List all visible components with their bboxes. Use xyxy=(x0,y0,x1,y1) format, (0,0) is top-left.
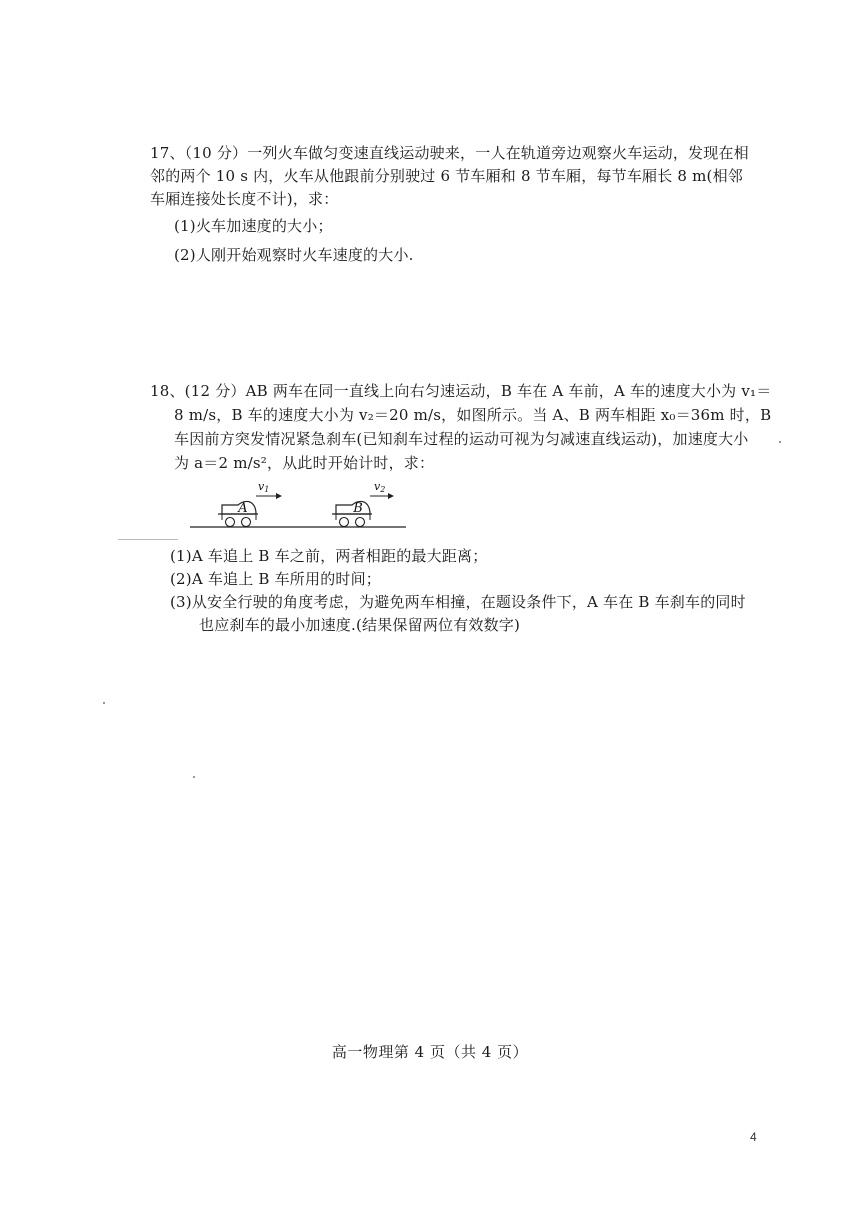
car-b xyxy=(332,501,372,527)
v1-symbol: v xyxy=(258,480,265,493)
scan-speck xyxy=(779,441,781,443)
car-a-wheel-2 xyxy=(242,518,251,527)
q18-line-1: 18、(12 分）AB 两车在同一直线上向右匀速运动，B 车在 A 车前，A 车的速度大小为 v₁＝ xyxy=(150,382,772,400)
car-a-label: A xyxy=(238,501,248,516)
v1-arrow xyxy=(256,480,282,499)
scan-artifact-line xyxy=(118,539,178,540)
q18-sub-question-3-line-1: (3)从安全行驶的角度考虑，为避免两车相撞，在题设条件下，A 车在 B 车刹车的同时 xyxy=(170,593,746,611)
scan-speck xyxy=(103,702,105,704)
v2-symbol: v xyxy=(374,480,381,493)
v2-arrow xyxy=(370,480,394,499)
page-number: 4 xyxy=(750,1130,757,1144)
page-footer: 高一物理第 4 页（共 4 页） xyxy=(331,1043,529,1061)
svg-text:v2 xyxy=(374,480,385,494)
two-cars-figure xyxy=(188,478,408,536)
v1-subscript: 1 xyxy=(264,485,270,494)
v2-subscript: 2 xyxy=(380,485,386,494)
q18-line-3: 车因前方突发情况紧急刹车(已知刹车过程的运动可视为匀减速直线运动)，加速度大小 xyxy=(174,430,749,448)
q17-line-2: 邻的两个 10 s 内，火车从他跟前分别驶过 6 节车厢和 8 节车厢，每节车厢长 8 m(相邻 xyxy=(150,167,744,185)
q17-line-1: 17、（10 分）一列火车做匀变速直线运动驶来，一人在轨道旁边观察火车运动，发现在相 xyxy=(150,144,749,162)
q18-sub-question-3-line-2: 也应刹车的最小加速度.(结果保留两位有效数字) xyxy=(199,616,521,634)
q17-sub-question-1: (1)火车加速度的大小； xyxy=(174,217,333,235)
q18-line-2: 8 m/s，B 车的速度大小为 v₂＝20 m/s，如图所示。当 A、B 两车相距 x₀＝36m 时，B xyxy=(174,406,772,424)
car-b-label: B xyxy=(353,501,363,516)
q18-sub-question-2: (2)A 车追上 B 车所用的时间； xyxy=(170,570,382,588)
scan-speck xyxy=(193,776,195,778)
q18-sub-question-1: (1)A 车追上 B 车之前，两者相距的最大距离； xyxy=(170,547,488,565)
car-b-wheel-1 xyxy=(340,518,349,527)
q17-sub-question-2: (2)人刚开始观察时火车速度的大小. xyxy=(174,246,414,264)
car-b-wheel-2 xyxy=(356,518,365,527)
car-a-wheel-1 xyxy=(226,518,235,527)
svg-text:v1 xyxy=(258,480,269,494)
q17-line-3: 车厢连接处长度不计)，求： xyxy=(150,190,339,208)
q18-line-4: 为 a＝2 m/s²，从此时开始计时，求： xyxy=(174,454,435,472)
car-a xyxy=(218,501,258,527)
